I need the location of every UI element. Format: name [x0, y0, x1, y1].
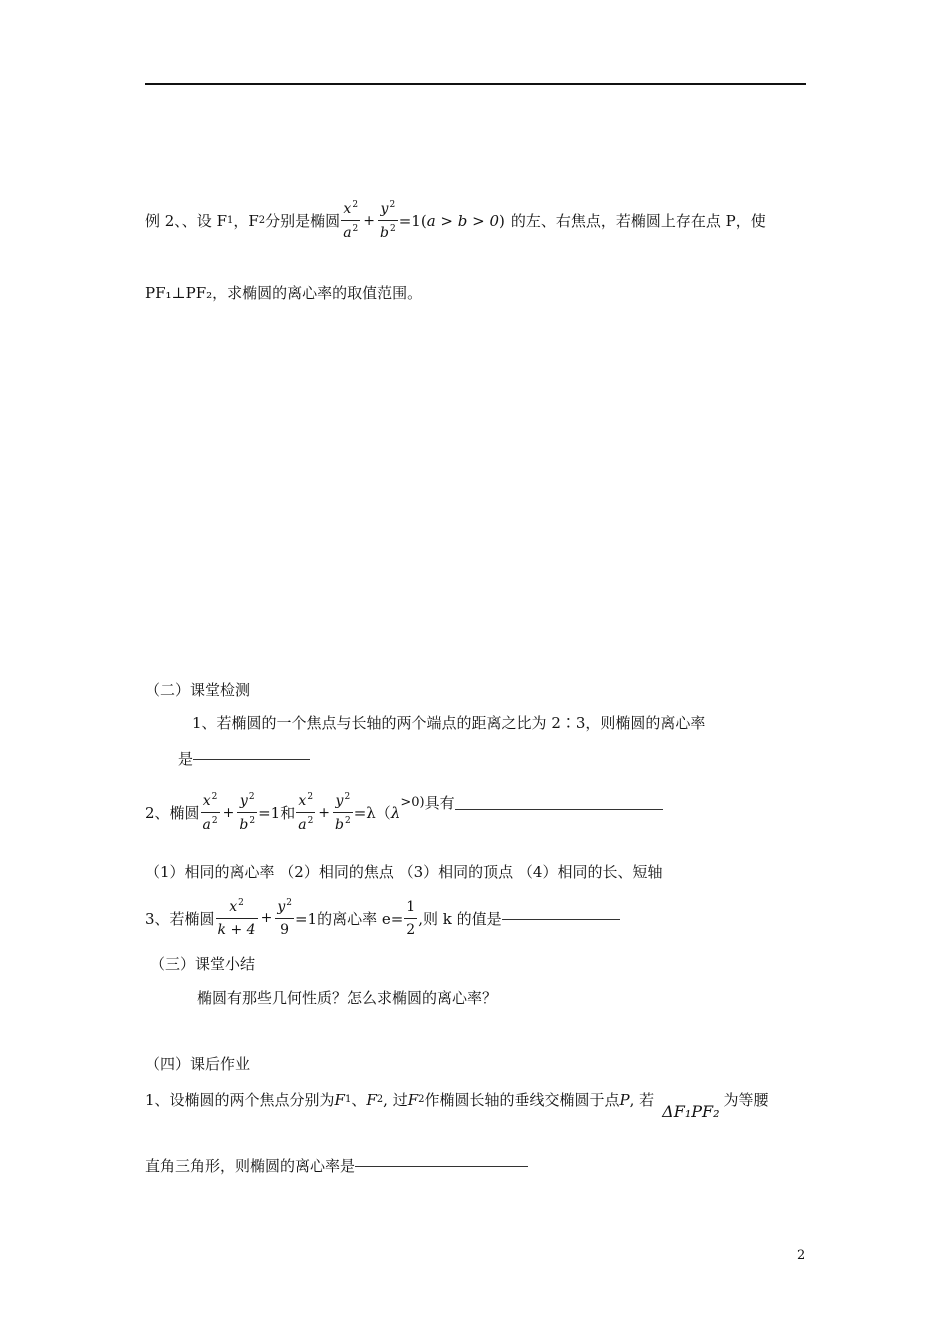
q2-options: （1）相同的离心率 （2）相同的焦点 （3）相同的顶点 （4）相同的长、短轴	[145, 863, 663, 881]
numerator: x	[343, 201, 352, 217]
subscript: 2	[258, 215, 266, 226]
example-text: 的左、右焦点，若椭圆上存在点 P，使	[510, 212, 766, 230]
plus-sign: +	[363, 212, 376, 229]
example-text: ，F	[233, 212, 259, 230]
denominator: a	[343, 225, 352, 241]
lambda-symbol: λ	[390, 803, 401, 822]
subscript: 1	[227, 215, 234, 226]
hw-text: 为等腰	[723, 1091, 769, 1109]
q2-text: =λ（	[353, 804, 391, 822]
equation-condition: a > b > 0	[426, 211, 499, 230]
hw-text: 、	[351, 1091, 367, 1109]
subscript: 2	[418, 1094, 425, 1105]
equation-rhs: =1(	[398, 211, 427, 230]
fraction-y2-b2: $\frac{y^2}{b^2}$	[380, 200, 396, 241]
section-3-heading: （三）课堂小结	[150, 955, 256, 973]
example-text: 分别是椭圆	[265, 212, 341, 230]
answer-blank[interactable]	[455, 807, 663, 810]
q3-text: ,则 k 的值是	[418, 909, 502, 928]
homework-q1-line-2	[145, 1155, 528, 1176]
header-rule	[145, 83, 806, 85]
page-number: 2	[797, 1248, 806, 1263]
hw-text: 作椭圆长轴的垂线交椭圆于点	[424, 1091, 620, 1109]
fraction-x2-a2: $\frac{x^2}{a^2}$	[202, 792, 218, 833]
q2-close: )	[419, 795, 425, 810]
hw-text: , 过	[383, 1091, 408, 1109]
plus-sign: +	[260, 910, 273, 926]
fraction-y2-9: $\frac{y^2}{9}$	[277, 898, 292, 938]
answer-blank[interactable]	[193, 757, 310, 760]
hw-text: 1、设椭圆的两个焦点分别为	[145, 1091, 335, 1109]
q3-text: 3、若椭圆	[145, 909, 215, 928]
fraction-x2-k4: $\frac{x^2}{k + 4}$	[217, 898, 256, 938]
q1-label: 是	[178, 750, 194, 768]
q1-line-1: 1、若椭圆的一个焦点与长轴的两个端点的距离之比为 2∶3，则椭圆的离心率	[192, 714, 706, 732]
q2-text: 2、椭圆	[145, 804, 200, 822]
q1-line-2	[178, 748, 310, 769]
denominator: b	[380, 225, 389, 241]
example-2-line-1	[145, 200, 766, 241]
section-3-text: 椭圆有那些几何性质？怎么求椭圆的离心率？	[197, 989, 498, 1007]
q2-condition: >0	[400, 795, 420, 810]
section-2-heading: （二）课堂检测	[145, 681, 251, 699]
fraction-x2-a2: $\frac{x^2}{a^2}$	[343, 200, 359, 241]
answer-blank[interactable]	[355, 1164, 528, 1167]
hw-text: 直角三角形，则椭圆的离心率是	[145, 1157, 356, 1175]
triangle-expression: ΔF₁PF₂	[662, 1102, 720, 1121]
fraction-x2-a2: $\frac{x^2}{a^2}$	[298, 792, 314, 833]
focus-symbol: F	[334, 1090, 345, 1109]
point-symbol: P	[619, 1090, 630, 1109]
focus-symbol: F	[407, 1090, 419, 1109]
answer-blank[interactable]	[502, 917, 620, 920]
q3-line	[145, 898, 620, 938]
hw-text: , 若	[629, 1091, 655, 1109]
subscript: 2	[376, 1094, 384, 1105]
example-text: 例 2、、设 F	[145, 212, 227, 230]
plus-sign: +	[222, 804, 235, 821]
q2-line	[145, 792, 663, 833]
fraction-y2-b2: $\frac{y^2}{b^2}$	[335, 792, 351, 833]
equation-close: )	[499, 211, 505, 230]
subscript: 1	[344, 1094, 352, 1105]
example-2-line-2: PF₁⊥PF₂，求椭圆的离心率的取值范围。	[145, 284, 423, 302]
q2-text: 具有	[424, 794, 455, 812]
fraction-one-half: $\frac{1}{2}$	[406, 898, 416, 938]
q2-text: =1和	[258, 804, 296, 822]
homework-q1-line-1	[145, 1089, 769, 1121]
plus-sign: +	[318, 804, 331, 821]
q3-text: =1的离心率 e=	[294, 909, 404, 928]
fraction-y2-b2: $\frac{y^2}{b^2}$	[239, 792, 256, 833]
numerator: y	[380, 201, 389, 217]
focus-symbol: F	[366, 1090, 377, 1109]
section-4-heading: （四）课后作业	[145, 1055, 251, 1073]
